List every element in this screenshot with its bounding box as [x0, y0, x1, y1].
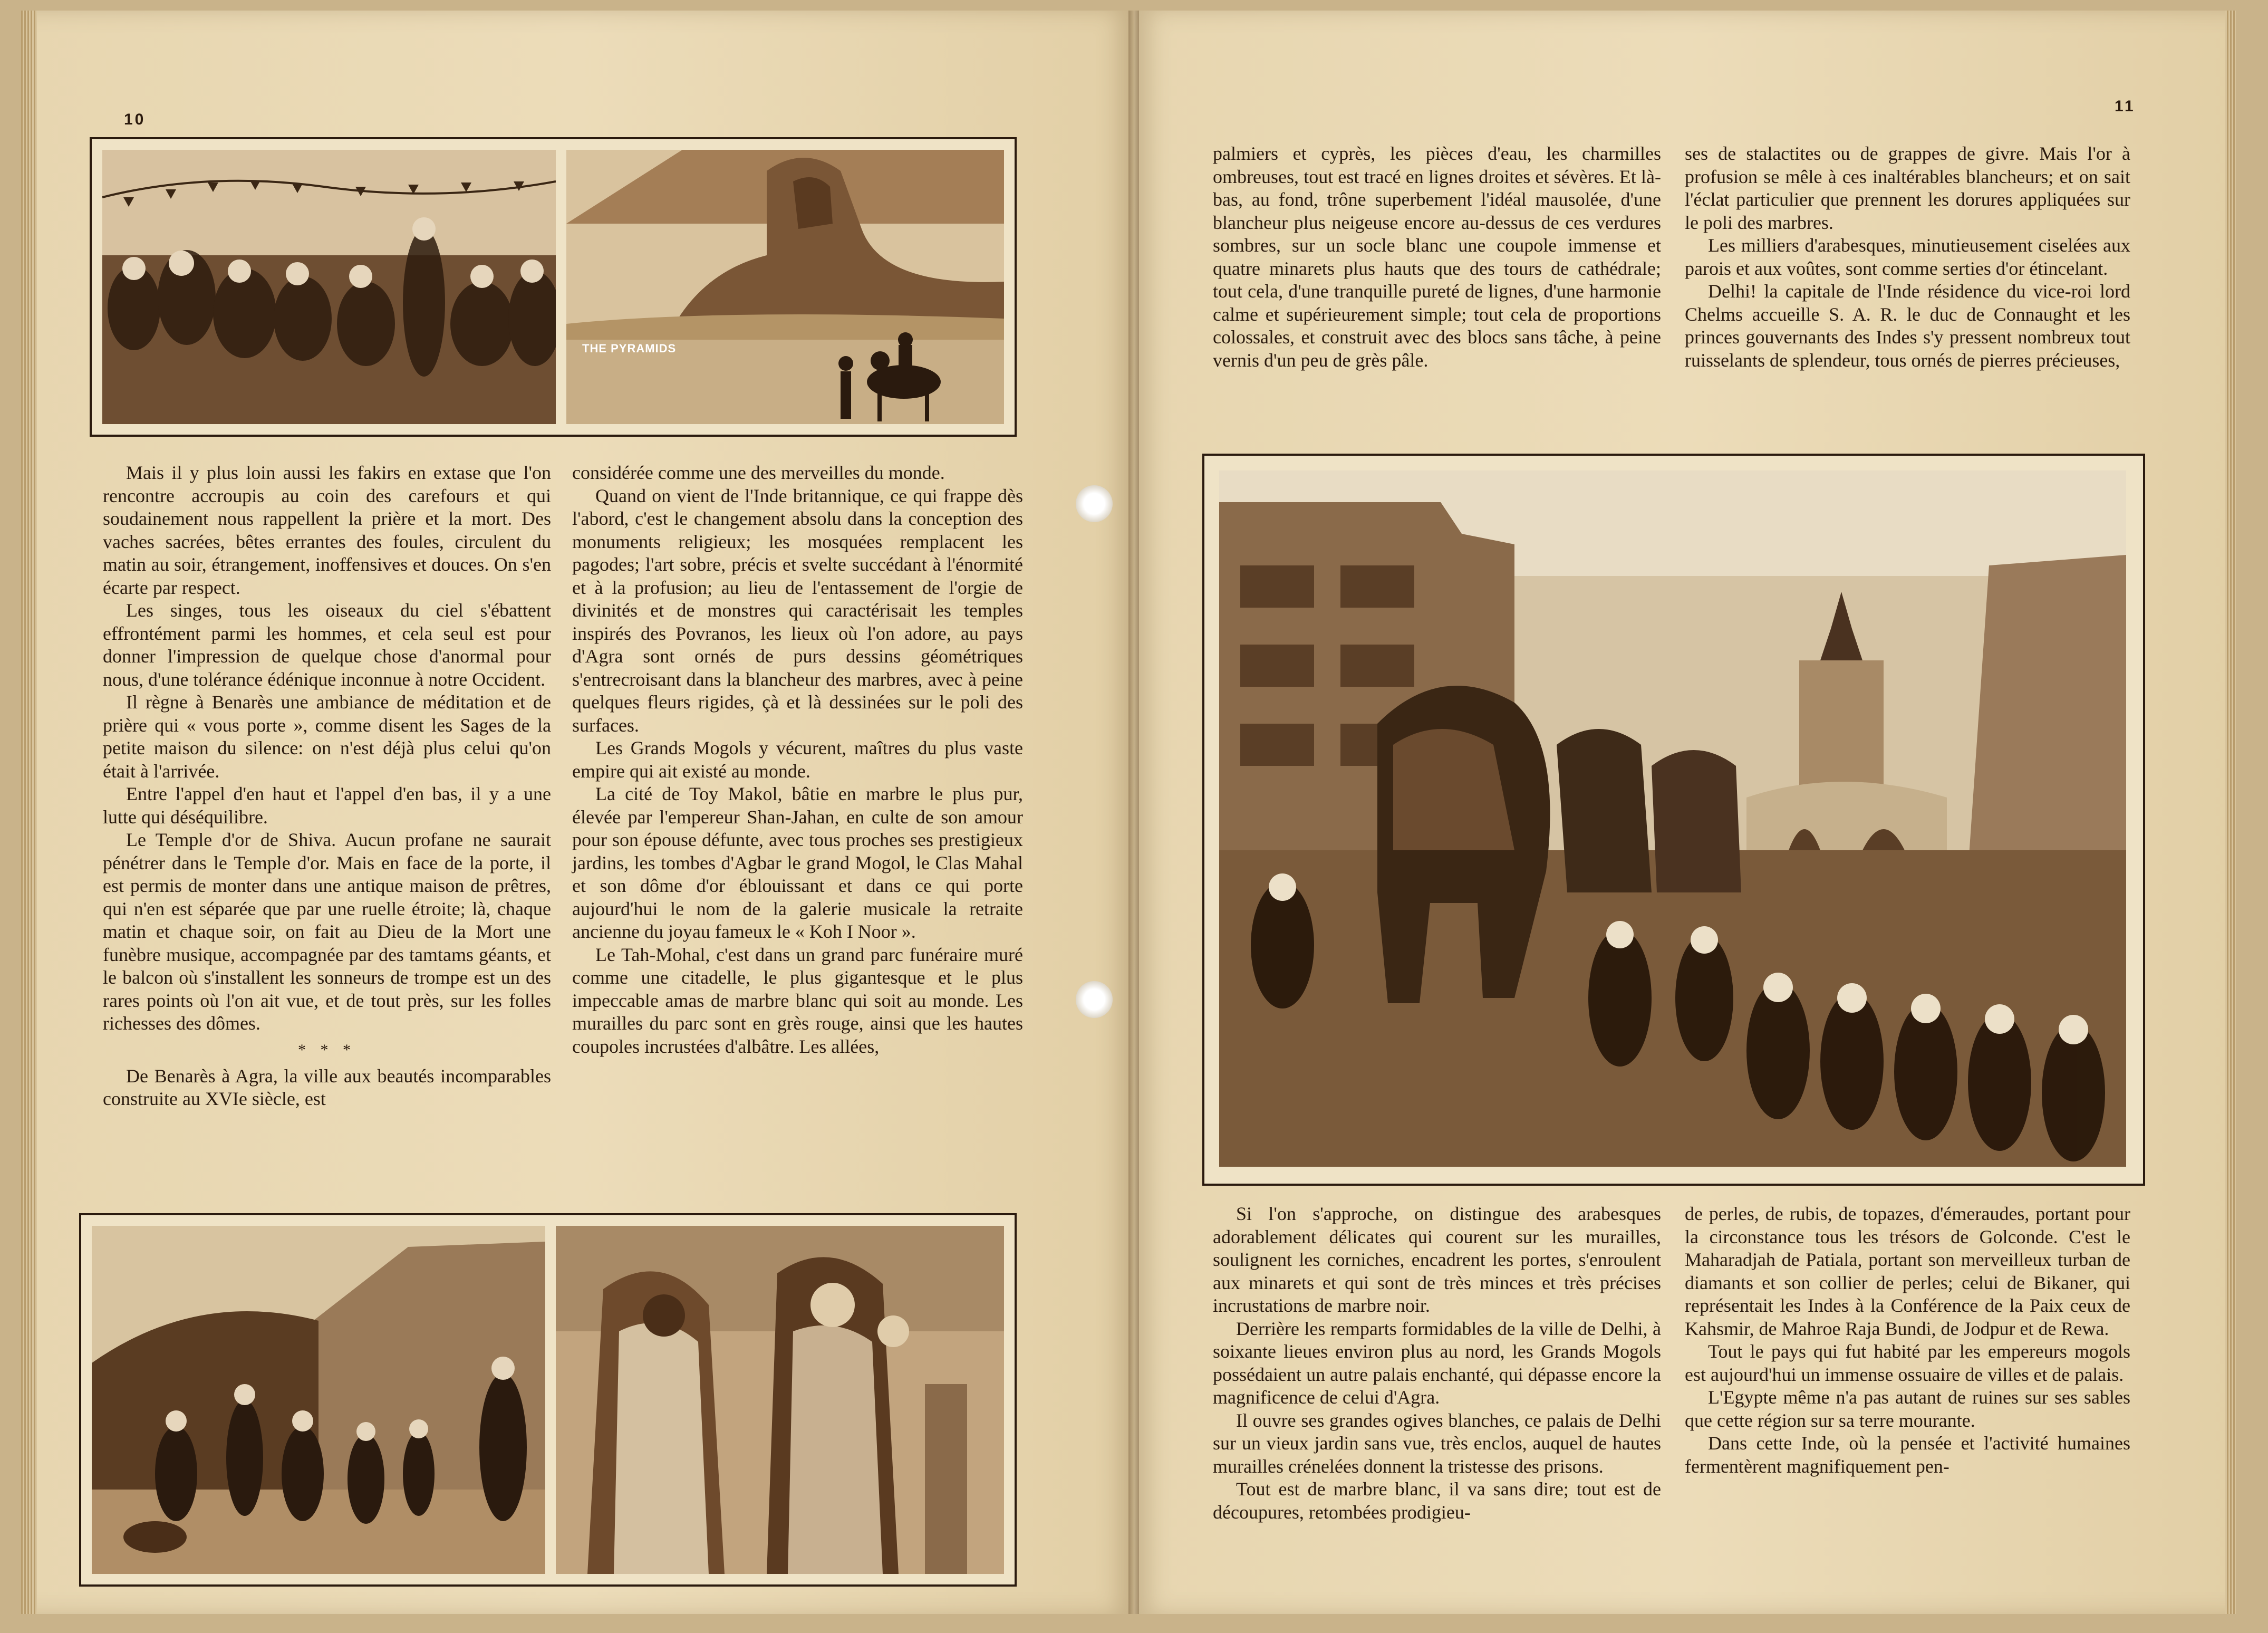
text-column-4	[1685, 1203, 2130, 1478]
women-photo	[556, 1226, 1004, 1574]
paragraph: considérée comme une des merveilles du monde.	[572, 462, 945, 483]
paragraph: ses de stalactites ou de grappes de givre. Mais l'or à profusion se mêle à ces inaltérables blancheurs; et on sait l'éclat particulier que prennent les dorures appliquées sur le poli des marbres.	[1685, 143, 2130, 233]
village-photo-image	[92, 1226, 545, 1574]
procession-photo-image	[1219, 470, 2126, 1167]
paragraph: Les Grands Mogols y vécurent, maîtres du plus vaste empire qui ait existé au monde.	[572, 737, 1023, 782]
text-column-1	[1213, 142, 1661, 372]
page-number: 10	[124, 111, 146, 128]
binder-hole	[1076, 981, 1113, 1018]
paragraph: Le Tah-Mohal, c'est dans un grand parc funéraire muré comme une citadelle, le plus gigantesque et le plus impeccable amas de marbre blanc qui soit au monde. Les murailles du parc sont en grès rouge, ainsi que les hautes coupoles incrustées d'albâtre. Les allées,	[572, 944, 1023, 1057]
paragraph: Les singes, tous les oiseaux du ciel s'ébattent effrontément parmi les hommes, et cela seul est pour donner l'impression de quelque chose d'anormal pour nous, d'une tolérance édénique inconnue à notre Occident.	[103, 600, 551, 690]
sphinx-photo-image	[566, 150, 1004, 424]
paragraph: Il ouvre ses grandes ogives blanches, ce palais de Delhi sur un vieux jardin sans vue, très enclos, auquel de hautes murailles crénelées donnent la tristesse des prisons.	[1213, 1409, 1661, 1477]
paragraph: Les milliers d'arabesques, minutieusement ciselées aux parois et aux voûtes, sont comme serties d'or étincelant.	[1685, 235, 2130, 279]
photo-caption: THE PYRAMIDS	[582, 342, 677, 355]
procession-photo	[1219, 470, 2126, 1167]
procession-photo-frame	[1202, 454, 2145, 1186]
section-separator: * * *	[298, 1041, 356, 1059]
paragraph: Tout est de marbre blanc, il va sans dire; tout est de découpures, retombées prodigieu-	[1213, 1478, 1661, 1523]
paragraph: Delhi! la capitale de l'Inde résidence du vice-roi lord Chelms accueille S. A. R. le duc de Connaught et les princes gouvernants des Indes s'y pressent nombreux tout ruisselants de splendeur, tous ornés de pierres précieuses,	[1685, 281, 2130, 371]
paragraph: De Benarès à Agra, la ville aux beautés incomparables construite au XVIe siècle, est	[103, 1065, 551, 1109]
paragraph: Le Temple d'or de Shiva. Aucun profane ne saurait pénétrer dans le Temple d'or. Mais en face de la porte, il est permis de monter dans une antique maison de prêtres, qui n'en est séparée que par une ruelle étroite; là, chaque matin et chaque soir, on fait au Dieu de la Mort une funèbre musique, accompagnée par des tamtams géants, et le balcon où s'installent les sonneurs de trompe est un des rares points où l'on ait vue, et de tout près, sur les folles richesses des dômes.	[103, 829, 551, 1034]
left-page	[21, 11, 1134, 1614]
text-column-3	[1213, 1203, 1661, 1524]
paragraph: Dans cette Inde, où la pensée et l'activité humaines fermentèrent magnifiquement pen-	[1685, 1433, 2130, 1477]
crowd-photo-image	[102, 150, 556, 424]
magazine-spread	[21, 11, 2236, 1614]
paragraph: Tout le pays qui fut habité par les empereurs mogols est aujourd'hui un immense ossuaire de villes et de palais.	[1685, 1341, 2130, 1385]
paragraph: Derrière les remparts formidables de la ville de Delhi, à soixante lieues environ plus au nord, les Grands Mogols possédaient un autre palais enchanté, qui dépasse encore la magnificence de celui d'Agra.	[1213, 1318, 1661, 1408]
page-edge	[2225, 11, 2236, 1614]
paragraph: Si l'on s'approche, on distingue des arabesques adorablement délicates qui courent sur les murailles, soulignent les corniches, encadrent les portes, s'enroulent aux minarets et qui sont de très minces et très précises incrustations de marbre noir.	[1213, 1203, 1661, 1316]
paragraph: palmiers et cyprès, les pièces d'eau, les charmilles ombreuses, tout est tracé en lignes droites et sévères. Et là-bas, au fond, trône superbement l'idéal mausolée, d'une blancheur plus neigeuse encore au-dessus de ces verdures sombres, sur un socle blanc une coupole immense et quatre minarets plus hauts que des tours de cathédrale; tout cela, d'une tranquille pureté de lignes, d'une harmonie calme et supérieurement simple; tout cela de proportions colossales, et construit avec des blocs sans tâche, à peine vernis d'un peu de grès pâle.	[1213, 143, 1661, 371]
village-photo	[92, 1226, 545, 1574]
text-column-1	[103, 462, 551, 1111]
page-edge	[21, 11, 37, 1614]
paragraph: Mais il y plus loin aussi les fakirs en extase que l'on rencontre accroupis au coin des carefours et qui soudainement nous rappellent la prière et la mort. Des vaches sacrées, bêtes errantes des foules, circulent du matin au soir, étrangement, inoffensives et douces. On s'en écarte par respect.	[103, 462, 551, 598]
text-column-2	[572, 462, 1023, 1058]
paragraph: de perles, de rubis, de topazes, d'émeraudes, portant pour la circonstance tous les trésors de Golconde. C'est le Maharadjah de Patiala, portant son merveilleux turban de diamants et son collier de perles; celui de Bikaner, qui représentait les Indes à la Conférence de la Paix ceux de Kahsmir, de Mahroe Raja Bundi, de Jodpur et de Rewa.	[1685, 1203, 2130, 1339]
sphinx-photo	[566, 150, 1004, 424]
crowd-photo	[102, 150, 556, 424]
text-column-2	[1685, 142, 2130, 372]
paragraph: Il règne à Benarès une ambiance de méditation et de prière qui « vous porte », comme disent les Sages de la petite maison du silence: on n'est déjà plus celui qu'on était à l'arrivée.	[103, 691, 551, 782]
page-number: 11	[2115, 98, 2136, 115]
women-photo-image	[556, 1226, 1004, 1574]
center-fold	[1128, 11, 1139, 1614]
top-photo-frame	[90, 137, 1017, 437]
paragraph: La cité de Toy Makol, bâtie en marbre le plus pur, élevée par l'empereur Shan-Jahan, en culte de son amour pour son épouse défunte, avec tous proches ses prestigieux jardins, les tombes d'Agbar le grand Mogol, le Clas Mahal et son dôme d'or éblouissant et dans ce qui porte aujourd'hui le nom de la galerie musicale la retraite ancienne du joyau fameux le « Koh I Noor ».	[572, 783, 1023, 942]
binder-hole	[1076, 485, 1113, 522]
paragraph: L'Egypte même n'a pas autant de ruines sur ses sables que cette région sur sa terre mourante.	[1685, 1387, 2130, 1431]
paragraph: Entre l'appel d'en haut et l'appel d'en bas, il y a une lutte qui déséquilibre.	[103, 783, 551, 828]
paragraph: Quand on vient de l'Inde britannique, ce qui frappe dès l'abord, c'est le changement absolu dans la conception des monuments religieux; les mosquées remplacent les pagodes; l'art sobre, précis et svelte succédant à l'énormité et à la profusion; au lieu de l'entassement de l'orgie de divinités et de monstres qui caractérisait les temples inspirés des Povranos, les lieux où l'on adore, au pays d'Agra sont ornés de purs dessins géométriques s'entrecroisant dans la blancheur des marbres, avec à peine quelques fleurs rigides, çà et là dessinées sur le poli des surfaces.	[572, 485, 1023, 736]
right-page	[1134, 11, 2236, 1614]
bottom-photo-frame	[79, 1213, 1017, 1587]
